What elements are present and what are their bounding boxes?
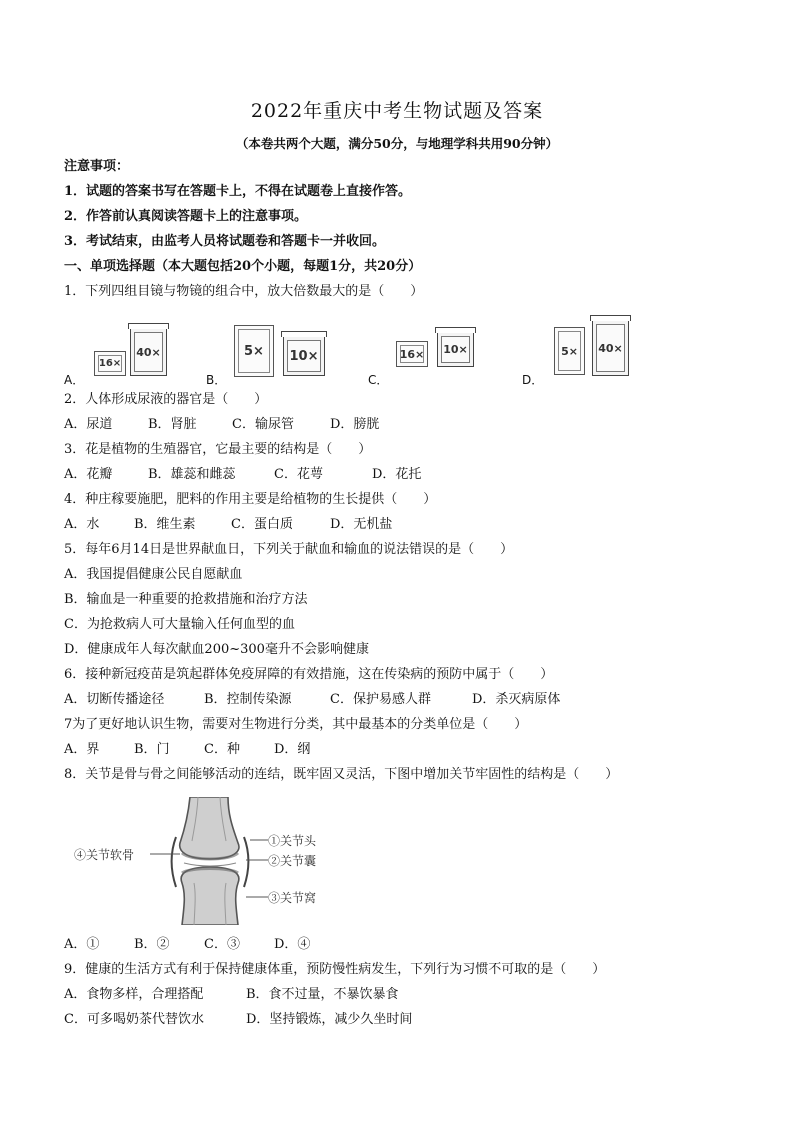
objective-lens-icon: 10× [437, 332, 474, 367]
question-stem: 8．关节是骨与骨之间能够活动的连结，既牢固又灵活，下图中增加关节牢固性的结构是（ ） [64, 767, 619, 782]
notice-item: 3．考试结束，由监考人员将试题卷和答题卡一并收回。 [64, 234, 386, 249]
section-heading: 一、单项选择题（本大题包括20个小题，每题1分，共20分） [64, 259, 422, 274]
page-title: 2022年重庆中考生物试题及答案 [250, 100, 544, 122]
notice-heading: 注意事项： [64, 159, 130, 174]
eyepiece-icon: 16× [396, 341, 428, 367]
objective-lens-icon: 10× [283, 336, 325, 376]
question-stem: 3．花是植物的生殖器官，它最主要的结构是（ ） [64, 442, 372, 457]
question-option: C．为抢救病人可大量输入任何血型的血 [64, 617, 295, 632]
option-c-label: C． [368, 373, 389, 387]
option-a-label: A． [64, 373, 85, 387]
question-option: B．输血是一种重要的抢救措施和治疗方法 [64, 592, 308, 607]
question-options: A．尿道 B．肾脏 C．输尿管 D．膀胱 [64, 417, 380, 432]
question-option: D．健康成年人每次献血200~300毫升不会影响健康 [64, 642, 369, 657]
pointer-lines [150, 830, 270, 900]
question-stem: 4．种庄稼要施肥，肥料的作用主要是给植物的生长提供（ ） [64, 492, 437, 507]
label-joint-socket: ③关节窝 [268, 891, 317, 905]
option-b-label: B． [206, 373, 227, 387]
notice-item: 1．试题的答案书写在答题卡上，不得在试题卷上直接作答。 [64, 184, 412, 199]
notice-item: 2．作答前认真阅读答题卡上的注意事项。 [64, 209, 308, 224]
label-joint-capsule: ②关节囊 [268, 854, 317, 868]
question-options: A．界 B．门 C．种 D．纲 [64, 742, 311, 757]
eyepiece-icon: 16× [94, 351, 126, 376]
page-subtitle: （本卷共两个大题，满分50分，与地理学科共用90分钟） [235, 136, 559, 151]
question-option: A．我国提倡健康公民自愿献血 [64, 567, 243, 582]
question-options: A．切断传播途径 B．控制传染源 C．保护易感人群 D．杀灭病原体 [64, 692, 561, 707]
option-d-label: D． [522, 373, 544, 387]
label-joint-head: ①关节头 [268, 834, 317, 848]
question-options: A．花瓣 B．雄蕊和雌蕊 C．花萼 D．花托 [64, 467, 422, 482]
question-options: C．可多喝奶茶代替饮水 D．坚持锻炼，减少久坐时间 [64, 1012, 413, 1027]
question-stem: 1．下列四组目镜与物镜的组合中，放大倍数最大的是（ ） [64, 284, 424, 299]
objective-lens-icon: 40× [592, 320, 629, 376]
question-stem: 7为了更好地认识生物，需要对生物进行分类，其中最基本的分类单位是（ ） [64, 717, 528, 732]
question-stem: 2．人体形成尿液的器官是（ ） [64, 392, 268, 407]
eyepiece-icon: 5× [554, 327, 585, 375]
question-stem: 9．健康的生活方式有利于保持健康体重，预防慢性病发生，下列行为习惯不可取的是（ ） [64, 962, 606, 977]
eyepiece-icon: 5× [234, 325, 274, 377]
question-options: A．食物多样，合理搭配 B．食不过量，不暴饮暴食 [64, 987, 399, 1002]
question-options: A．水 B．维生素 C．蛋白质 D．无机盐 [64, 517, 393, 532]
label-articular-cartilage: ④关节软骨 [74, 848, 135, 862]
question-options: A．① B．② C．③ D．④ [64, 937, 311, 952]
question-stem: 5．每年6月14日是世界献血日，下列关于献血和输血的说法错误的是（ ） [64, 542, 514, 557]
question-stem: 6．接种新冠疫苗是筑起群体免疫屏障的有效措施，这在传染病的预防中属于（ ） [64, 667, 554, 682]
objective-lens-icon: 40× [130, 328, 167, 376]
